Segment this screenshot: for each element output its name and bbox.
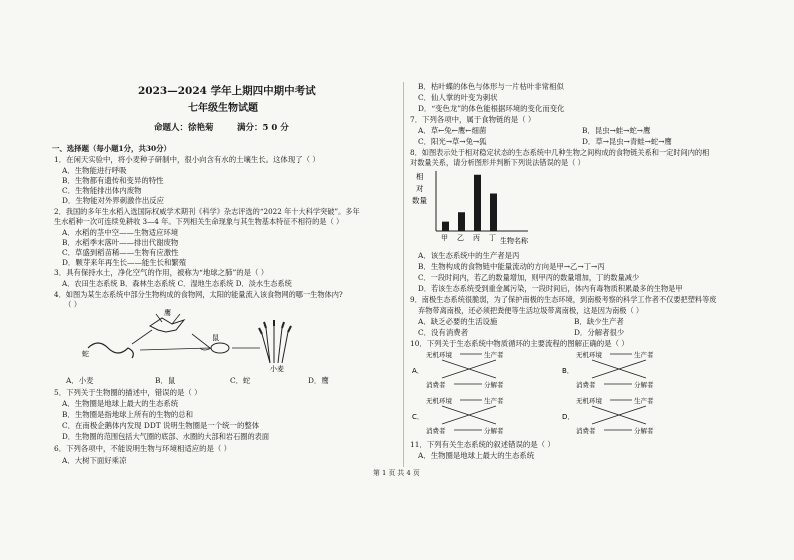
q7-option-d: D．草→昆虫→青蛙→蛇→鹰 <box>582 137 672 146</box>
q1-option-d: D．生物能对外界刺激作出反应 <box>62 196 165 205</box>
section-heading: 一、选择题（每小题1分，共30分） <box>52 144 171 153</box>
q2-option-b: B．水稻季末落叶——排出代谢废物 <box>62 238 179 247</box>
food-web-label-mouse: 鼠 <box>212 334 219 342</box>
q2-option-a: A．水稻的茎中空——生物适应环境 <box>62 228 179 237</box>
q5-option-a: A．生物圈是地球上最大的生态系统 <box>62 399 179 408</box>
q7-option-b: B．昆虫→蛙→蛇→鹰 <box>582 126 651 135</box>
q8-tick-label-0: 甲 <box>441 234 448 242</box>
q8-chart-ylabel-3: 数量 <box>412 196 427 205</box>
q4-stem: 4．如图为某生态系统中部分生物构成的食物网，太阳的能量流入该食物网的哪一生物体内? <box>54 290 343 299</box>
q10-node-decomposer-2: 分解者 <box>484 427 504 435</box>
q2-option-c: C．草盛到稻苗稀——生物有应激性 <box>62 248 179 257</box>
food-web-label-wheat: 小麦 <box>270 365 284 373</box>
q4-option-a: A．小麦 <box>66 376 94 385</box>
q8-tick-label-2: 丙 <box>473 234 480 242</box>
q10-node-env-0: 无机环境 <box>426 351 452 359</box>
q8-stem-1: 8．如图表示处于相对稳定状态的生态系统中几种生物之间构成的食物链关系和一定时间内的相 <box>410 148 710 157</box>
arrow-mouse-eagle <box>192 334 210 348</box>
q3-stem: 3．具有保持水土，净化空气的作用，被称为“地球之肺”的是（ ） <box>54 268 269 277</box>
q6-option-a: A．大树下面好乘凉 <box>62 456 127 465</box>
q8-bar-2 <box>474 175 481 231</box>
q10-option-B: B． <box>562 367 574 375</box>
q8-chart-xlabel: 生物名称 <box>500 237 528 245</box>
q9-option-a: A．缺乏必要的生活设施 <box>418 317 498 326</box>
q10-stem: 10．下列关于生态系统中物质循环的主要流程的图解正确的是（ ） <box>410 339 629 348</box>
q10-option-D: D． <box>562 413 575 421</box>
subject-title: 七年级生物试题 <box>188 103 258 114</box>
q10-option-C: C． <box>412 413 424 421</box>
q5-option-c: C．在南极企鹅体内发现 DDT 说明生物圈是一个统一的整体 <box>62 421 260 430</box>
q5-option-d: D．生物圈的范围包括大气圈的底部、水圈的大部和岩石圈的表面 <box>62 432 270 441</box>
q2-stem-2: 生水稻种一次可连续免耕收 3—4 年。下列相关生命现象与其生物基本特征不相符的是（ ） <box>54 217 344 226</box>
q9-stem-2: 弃物带离南极，还必须把粪便等生活垃圾带离南极，这是因为南极（ ） <box>418 306 644 315</box>
q10-node-producer-3: 生产者 <box>634 397 654 405</box>
q10-node-env-1: 无机环境 <box>576 351 602 359</box>
q8-bar-3 <box>490 194 497 232</box>
q10-node-consumer-1: 消费者 <box>576 381 596 389</box>
q9-option-c: C．没有消费者 <box>418 328 468 337</box>
q6-option-b: B．枯叶蝶的体色与体形与一片枯叶非常相似 <box>418 82 564 91</box>
arrow-snake-eagle <box>132 330 152 344</box>
arrow-mouse-snake <box>140 348 210 350</box>
q7-stem: 7．下列各项中，属于食物链的是（ ） <box>410 115 536 124</box>
q10-node-consumer-3: 消费者 <box>576 427 596 435</box>
q5-stem: 5．下列关于生物圈的描述中，错误的是（ ） <box>54 388 202 397</box>
q2-stem-1: 2．我国的多年生水稻入选国际权威学术期刊《科学》杂志评选的“2022 年十大科学突破”。多年 <box>54 207 360 216</box>
q10-node-decomposer-3: 分解者 <box>634 427 654 435</box>
q8-option-b: B．生物构成的食物链中能量流动的方向是甲→乙→丁→丙 <box>418 262 605 271</box>
q8-chart-ylabel-2: 对 <box>416 184 424 193</box>
q8-option-c: C．一段时间内，若乙的数量增加，则甲丙的数量增加，丁的数量减少 <box>418 273 640 282</box>
q10-node-env-2: 无机环境 <box>426 397 452 405</box>
score: 满分：5 0 分 <box>237 123 289 133</box>
q10-cycle-diagrams <box>412 349 712 441</box>
q3-options: A．农田生态系统 B．森林生态系统 C．湿地生态系统 D．淡水生态系统 <box>62 279 292 288</box>
q1-stem: 1．在闲天实验中，将小麦种子研制中，很小向含有水的土壤生长。这体现了（ ） <box>54 155 320 164</box>
q10-node-decomposer-1: 分解者 <box>634 381 654 389</box>
q8-option-d: D．若该生态系统受到重金属污染，一段时间后，体内有毒物质积累最多的生物是甲 <box>418 284 683 293</box>
q6-stem: 6．下列各项中，不能说明生物与环境相适应的是（ ） <box>54 444 232 453</box>
q4-paren: （ ） <box>64 300 82 309</box>
q1-option-b: B．生物都有遗传和变异的特性 <box>62 176 164 185</box>
food-web-figure <box>80 308 300 373</box>
q8-tick-label-3: 丁 <box>489 234 496 242</box>
q8-bar-0 <box>442 222 449 231</box>
q11-stem: 11．下列有关生态系统的叙述错误的是（ ） <box>410 440 555 449</box>
q10-node-producer-2: 生产者 <box>484 397 504 405</box>
q9-option-d: D．分解者很少 <box>574 328 625 337</box>
food-web-label-snake: 蛇 <box>82 350 89 358</box>
q4-option-d: D．鹰 <box>308 376 329 385</box>
q10-node-env-3: 无机环境 <box>576 397 602 405</box>
wheat-icon <box>259 320 291 363</box>
q1-option-a: A．生物能进行呼吸 <box>62 166 127 175</box>
q9-option-b: B．缺少生产者 <box>574 317 624 326</box>
q10-node-consumer-0: 消费者 <box>426 381 446 389</box>
column-divider <box>403 82 404 467</box>
q10-node-consumer-2: 消费者 <box>426 427 446 435</box>
q8-option-a: A．该生态系统中的生产者是丙 <box>418 251 520 260</box>
q10-node-producer-0: 生产者 <box>484 351 504 359</box>
q10-option-A: A． <box>412 367 424 375</box>
q8-tick-label-1: 乙 <box>457 234 464 242</box>
q1-option-c: C．生物能排出体内废物 <box>62 186 142 195</box>
food-web-label-eagle: 鹰 <box>164 309 171 317</box>
author: 命题人：徐艳菊 <box>154 123 214 133</box>
page-number: 第 1 页 共 4 页 <box>373 469 420 477</box>
q10-node-producer-1: 生产者 <box>634 351 654 359</box>
q2-option-d: D．颗芽来年再生长——能生长和繁殖 <box>62 258 187 267</box>
q6-option-c: C．仙人掌的叶变为刺状 <box>418 93 498 102</box>
q7-option-a: A．草←兔←鹰←细菌 <box>418 126 487 135</box>
q4-option-c: C．蛇 <box>230 376 251 385</box>
q8-chart-ylabel-1: 相 <box>416 172 424 181</box>
q11-option-a: A．生物圈是地球上最大的生态系统 <box>418 451 535 460</box>
q7-option-c: C．阳光→草→兔→狐 <box>418 137 487 146</box>
q9-stem-1: 9．南极生态系统很脆弱，为了保护南极的生态环境，到南极考察的科学工作者不仅要把塑料等废 <box>410 295 717 304</box>
exam-title: 2023—2024 学年上期四中期中考试 <box>138 85 316 97</box>
q4-option-b: B．鼠 <box>155 376 176 385</box>
q8-bar-chart <box>412 167 542 249</box>
snake-icon <box>88 343 133 358</box>
q10-node-decomposer-0: 分解者 <box>484 381 504 389</box>
q8-bar-1 <box>458 212 465 231</box>
q8-stem-2: 对数量关系，请分析图形并判断下列说法错误的是（ ） <box>410 158 585 167</box>
q6-option-d: D．“变色龙”的体色能根据环境的变化而变化 <box>418 104 565 113</box>
q5-option-b: B．生物圈是指地球上所有的生物的总和 <box>62 410 194 419</box>
